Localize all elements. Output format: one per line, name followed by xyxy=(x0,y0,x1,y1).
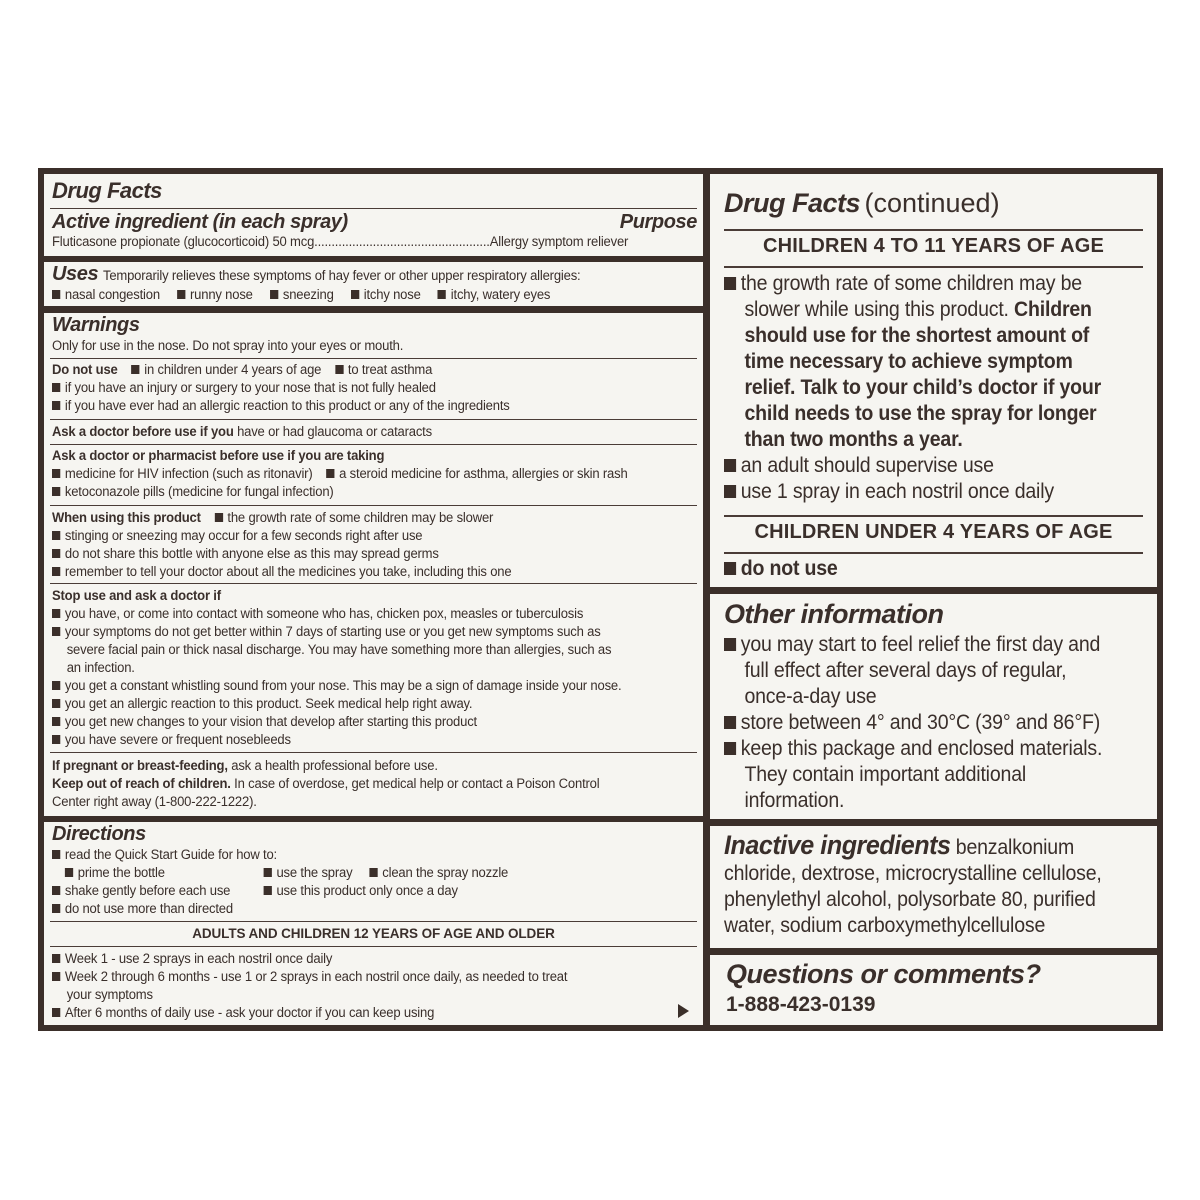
directions-list: read the Quick Start Guide for how to: prime the bottle use the spray clean the spray nozzle shake gently before each use use this product only once a day do not use more than directed xyxy=(52,846,692,918)
bullet-icon xyxy=(177,290,185,299)
section-inactive-ingredients xyxy=(710,826,1157,948)
children-under-4-heading: CHILDREN UNDER 4 YEARS OF AGE xyxy=(754,521,1113,543)
when-using-block: When using this product the growth rate of some children may be slower stinging or sneezing may occur for a few seconds right after use do not share this bottle with anyone else as this may spread germs remember to tell your doctor about all the medicines you take, including this one xyxy=(52,510,512,580)
other-info-heading: Other information xyxy=(724,599,944,629)
drug-facts-title: Drug Facts xyxy=(52,178,162,203)
section-questions xyxy=(710,955,1157,1025)
children-4-11-heading: CHILDREN 4 TO 11 YEARS OF AGE xyxy=(762,235,1105,257)
section-active-ingredient xyxy=(44,174,703,256)
bullet-icon xyxy=(438,290,446,299)
section-warnings xyxy=(44,313,703,816)
purpose-heading: Purpose xyxy=(619,211,697,233)
questions-phone: 1-888-423-0139 xyxy=(726,993,876,1016)
uses-list: nasal congestion runny nose sneezing itchy nose itchy, watery eyes xyxy=(52,286,550,304)
section-other-information xyxy=(710,594,1157,819)
uses-intro: Temporarily relieves these symptoms of hay fever or other upper respiratory allergies: xyxy=(102,268,581,284)
inactive-ingredients-text: Inactive ingredients benzalkonium chloride, dextrose, microcrystalline cellulose, phenylethyl alcohol, polysorbate 80, purified water, sodium carboxymethylcellulose xyxy=(724,830,1102,937)
bullet-icon xyxy=(52,290,60,299)
uses-heading: Uses xyxy=(52,263,99,285)
do-not-use-block: Do not use in children under 4 years of age to treat asthma if you have an injury or surgery to your nose that is not fully healed if you have ever had an allergic reaction to this product or any of the ingredients xyxy=(52,362,510,414)
adults-heading: ADULTS AND CHILDREN 12 YEARS OF AGE AND OLDER xyxy=(192,926,555,941)
section-uses xyxy=(44,262,703,306)
adult-directions-list: Week 1 - use 2 sprays in each nostril once daily Week 2 through 6 months - use 1 or 2 sprays in each nostril once daily, as needed to treat your symptoms After 6 months of daily use - ask your doctor if you can keep using xyxy=(52,950,612,1022)
questions-heading: Questions or comments? xyxy=(726,959,1041,989)
pregnancy-and-keep-out-block: If pregnant or breast-feeding, ask a health professional before use. Keep out of reach of children. In case of overdose, get medical help or contact a Poison Control Center right away (1-800-222-1222). xyxy=(52,758,600,810)
directions-heading: Directions xyxy=(52,823,146,845)
section-directions xyxy=(44,822,703,1025)
bullet-icon xyxy=(351,290,359,299)
active-ingredient-text: Fluticasone propionate (glucocorticoid) 50 mcg...................................................Allergy symptom reliever xyxy=(52,234,629,250)
active-ingredient-heading: Active ingredient (in each spray) xyxy=(52,211,348,233)
other-info-list: you may start to feel relief the first day and full effect after several days of regular, once-a-day use store between 4° and 30°C (39° and 86°F) keep this package and enclosed materials. They contain important additional information. xyxy=(724,632,1131,814)
ask-doctor-block: Ask a doctor before use if you have or had glaucoma or cataracts xyxy=(52,424,432,440)
section-drug-facts-continued xyxy=(710,174,1157,587)
children-4-11-list: the growth rate of some children may be slower while using this product. Children should use for the shortest amount of time necessary to achieve symptom relief. Talk to your child’s doctor if your child needs to use the spray for longer than two months a year. an adult should supervise use use 1 spray in each nostril once daily xyxy=(724,271,1129,505)
continued-title: Drug Facts xyxy=(724,188,861,218)
stop-use-block: Stop use and ask a doctor if you have, or come into contact with someone who has, chicken pox, measles or tuberculosis your symptoms do not get better within 7 days of starting use or you get new symptoms such as severe facial pain or thick nasal discharge. You may have something more than allergies, such as an infection. you get a constant whistling sound from your nose. This may be a sign of damage inside your nose. you get an allergic reaction to this product. Seek medical help right away. you get new changes to your vision that develop after starting this product you have severe or frequent nosebleeds xyxy=(52,588,622,748)
warnings-heading: Warnings xyxy=(52,314,140,336)
bullet-icon xyxy=(270,290,278,299)
children-under-4-item: do not use xyxy=(724,556,838,582)
ask-pharmacist-block: Ask a doctor or pharmacist before use if you are taking medicine for HIV infection (such as ritonavir) a steroid medicine for asthma, allergies or skin rash ketoconazole pills (medicine for fungal infection) xyxy=(52,448,628,500)
continued-suffix: (continued) xyxy=(864,188,1000,218)
continue-arrow-icon xyxy=(678,1004,689,1018)
warnings-intro: Only for use in the nose. Do not spray into your eyes or mouth. xyxy=(52,338,404,354)
